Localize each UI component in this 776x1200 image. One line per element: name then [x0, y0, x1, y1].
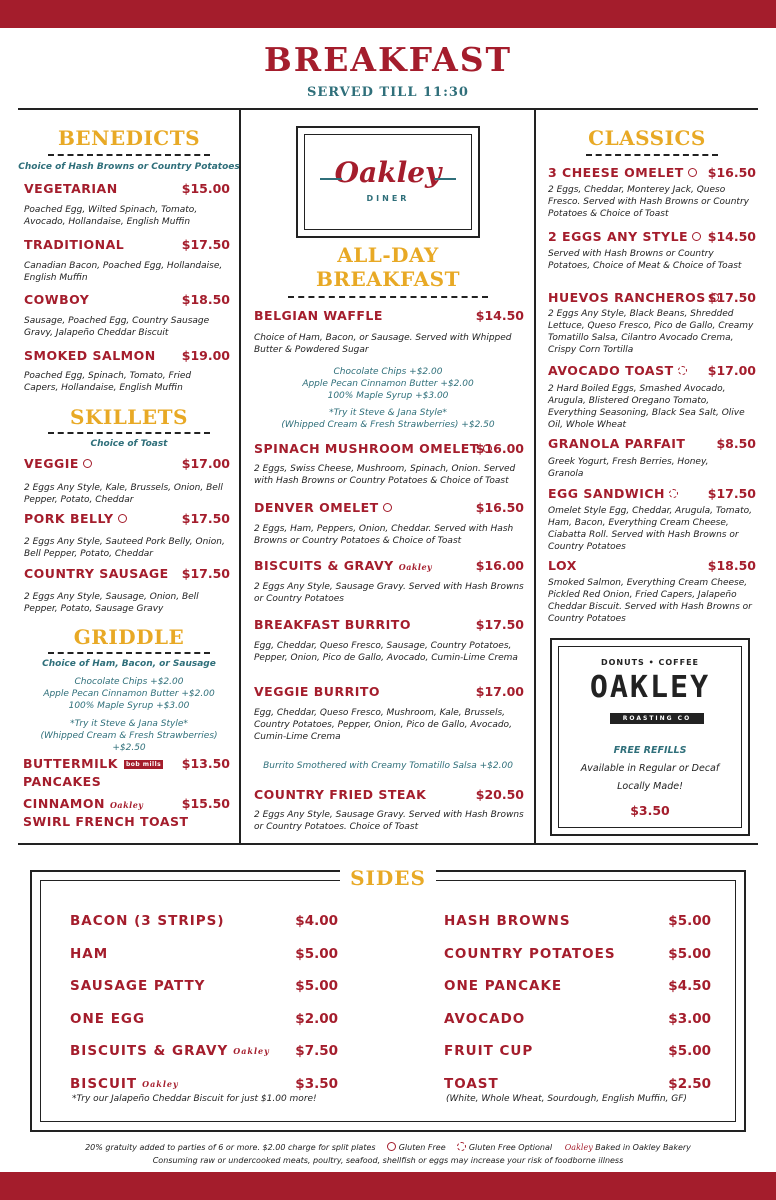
menu-item-desc: Poached Egg, Wilted Spinach, Tomato, Avocado, Hollandaise, English Muffin	[24, 205, 198, 227]
menu-item-desc: 2 Eggs Any Style, Sausage, Onion, Bell Pepper, Potato, Sausage Gravy	[24, 592, 199, 614]
diner-logo-sub: DINER	[366, 194, 410, 203]
allday-heading-1: ALL-DAY	[337, 243, 439, 267]
menu-item-price: $18.50	[181, 292, 230, 307]
menu-item-desc: 2 Eggs Any Style, Sausage Gravy. Served with Hash Browns or Country Potatoes	[254, 582, 524, 604]
bakery-icon: Oakley	[233, 1046, 270, 1056]
menu-item-price: $17.00	[475, 684, 524, 699]
side-item-price: $7.50	[295, 1043, 338, 1059]
side-item-name: ONE PANCAKE	[444, 978, 563, 994]
side-item-name: BACON (3 STRIPS)	[70, 913, 225, 929]
menu-item-desc: Omelet Style Egg, Cheddar, Arugula, Tomato, Ham, Bacon, Everything Cream Cheese, Ciabatta Roll. Served with Hash Browns or Country Potatoes	[548, 506, 752, 552]
menu-item-name: 2 EGGS ANY STYLE	[548, 229, 701, 244]
side-item-name: SAUSAGE PATTY	[70, 978, 206, 994]
menu-item-price: $14.50	[707, 229, 756, 244]
gluten-free-optional-icon	[669, 489, 678, 498]
menu-item-name: HUEVOS RANCHEROS	[548, 290, 719, 305]
menu-item-price: $17.50	[707, 486, 756, 501]
divider	[586, 154, 718, 156]
footer-line-1	[0, 1143, 776, 1152]
gluten-free-icon	[118, 514, 127, 523]
side-item-name: FRUIT CUP	[444, 1043, 534, 1059]
menu-item-price: $16.50	[475, 500, 524, 515]
menu-item-name: AVOCADO TOAST	[548, 363, 687, 378]
side-item-name: BISCUITS & GRAVY Oakley	[70, 1043, 270, 1059]
menu-item-name: COUNTRY SAUSAGE	[24, 566, 169, 581]
coffee-roasting-bar: ROASTING CO	[610, 713, 704, 724]
gluten-free-icon	[83, 459, 92, 468]
menu-item-name: COWBOY	[24, 292, 90, 307]
biscuit-note: *Try our Jalapeño Cheddar Biscuit for just $1.00 more!	[72, 1094, 317, 1104]
side-item-price: $3.00	[668, 1011, 711, 1027]
menu-item-desc: Choice of Ham, Bacon, or Sausage. Served with Whipped Butter & Powdered Sugar	[254, 333, 512, 355]
menu-item-desc: Served with Hash Browns or Country Potatoes, Choice of Meat & Choice of Toast	[548, 249, 742, 271]
menu-item-price: $15.50	[181, 796, 230, 811]
menu-item-name: SPINACH MUSHROOM OMELET	[254, 441, 492, 456]
menu-item-price: $17.50	[707, 290, 756, 305]
menu-item-desc: 2 Eggs, Swiss Cheese, Mushroom, Spinach, Onion. Served with Hash Browns or Country Potatoes & Choice of Toast	[254, 464, 516, 486]
menu-item-name: CINNAMON Oakley	[23, 796, 144, 811]
menu-item-desc: Canadian Bacon, Poached Egg, Hollandaise, English Muffin	[24, 261, 223, 283]
divider	[48, 154, 210, 156]
side-item-price: $5.00	[668, 913, 711, 929]
classics-heading: CLASSICS	[588, 126, 706, 150]
side-item-name: COUNTRY POTATOES	[444, 946, 616, 962]
menu-item-name: EGG SANDWICH	[548, 486, 678, 501]
menu-item-name: SMOKED SALMON	[24, 348, 156, 363]
addon-line: 100% Maple Syrup +$3.00	[68, 701, 190, 711]
coffee-tagline: DONUTS • COFFEE	[600, 658, 700, 667]
menu-item-price: $17.50	[181, 237, 230, 252]
diner-logo-frame	[296, 126, 480, 238]
benedicts-heading: BENEDICTS	[57, 126, 201, 150]
side-item-price: $5.00	[668, 1043, 711, 1059]
menu-item-price: $15.00	[181, 181, 230, 196]
side-item-name: HASH BROWNS	[444, 913, 571, 929]
coffee-frame	[550, 638, 750, 836]
menu-item-price: $8.50	[716, 436, 756, 451]
gluten-free-icon	[383, 503, 392, 512]
side-item-price: $5.00	[295, 946, 338, 962]
menu-item-price: $17.00	[707, 363, 756, 378]
menu-item-name: SWIRL FRENCH TOAST	[23, 814, 189, 829]
menu-item-desc: Egg, Cheddar, Queso Fresco, Sausage, Country Potatoes, Pepper, Onion, Pico de Gallo, Avocado, Cumin-Lime Crema	[254, 641, 518, 663]
bakery-icon: Oakley	[109, 799, 144, 810]
menu-item-desc: 2 Eggs Any Style, Kale, Brussels, Onion, Bell Pepper, Potato, Cheddar	[24, 483, 223, 505]
side-item-name: HAM	[70, 946, 109, 962]
gluten-free-optional-icon	[457, 1142, 466, 1151]
menu-item-price: $20.50	[475, 787, 524, 802]
menu-item-name: LOX	[548, 558, 577, 573]
addon-line: 100% Maple Syrup +$3.00	[327, 391, 449, 401]
menu-item-desc: Smoked Salmon, Everything Cream Cheese, Pickled Red Onion, Fried Capers, Jalapeño Cheddar Biscuit. Served with Hash Browns or Country Potatoes	[548, 578, 752, 624]
top-band	[0, 0, 776, 28]
coffee-price: $3.50	[630, 803, 670, 818]
page-title: BREAKFAST	[263, 40, 513, 79]
skillets-note: Choice of Toast	[90, 439, 168, 449]
menu-item-name: TRADITIONAL	[24, 237, 125, 252]
bakery-icon: Oakley	[142, 1079, 179, 1089]
menu-item-price: $17.50	[475, 617, 524, 632]
gluten-free-icon	[387, 1142, 396, 1151]
page-subtitle: SERVED TILL 11:30	[307, 85, 469, 100]
menu-item-desc: Greek Yogurt, Fresh Berries, Honey, Granola	[548, 457, 709, 479]
addon-line: Burrito Smothered with Creamy Tomatillo Salsa +$2.00	[263, 761, 513, 771]
side-item-name: AVOCADO	[444, 1011, 526, 1027]
bottom-band	[0, 1172, 776, 1200]
right-column	[536, 110, 758, 844]
left-column	[18, 110, 240, 844]
addon-line: Apple Pecan Cinnamon Butter +$2.00	[302, 379, 474, 389]
divider	[288, 296, 488, 298]
menu-item-name: PANCAKES	[23, 774, 102, 789]
griddle-heading: GRIDDLE	[73, 625, 185, 649]
menu-item-name: BELGIAN WAFFLE	[254, 308, 383, 323]
allday-heading-2: BREAKFAST	[315, 267, 461, 291]
menu-item-name: BUTTERMILK bob mills	[23, 756, 162, 771]
addon-line: Chocolate Chips +$2.00	[74, 677, 184, 687]
bakery-icon: Oakley	[398, 561, 433, 572]
logo-stripe	[320, 178, 342, 180]
griddle-note: Choice of Ham, Bacon, or Sausage	[42, 659, 216, 669]
menu-item-name: BREAKFAST BURRITO	[254, 617, 411, 632]
coffee-logo: OAKLEY	[589, 670, 711, 705]
bakery-icon: Oakley	[564, 1143, 593, 1152]
addon-line: Chocolate Chips +$2.00	[333, 367, 443, 377]
menu-item-desc: 2 Eggs, Cheddar, Monterey Jack, Queso Fresco. Served with Hash Browns or Country Potatoes & Choice of Toast	[548, 185, 749, 219]
menu-item-desc: 2 Eggs Any Style, Sauteed Pork Belly, Onion, Bell Pepper, Potato, Cheddar	[24, 537, 225, 559]
logo-stripe	[434, 178, 456, 180]
menu-item-price: $17.50	[181, 566, 230, 581]
side-item-name: TOAST	[444, 1076, 499, 1092]
side-item-price: $2.50	[668, 1076, 711, 1092]
addon-line: +$2.50	[112, 743, 146, 753]
menu-item-price: $16.00	[475, 441, 524, 456]
benedicts-note: Choice of Hash Browns or Country Potatoes	[18, 162, 240, 172]
side-item-name: ONE EGG	[70, 1011, 146, 1027]
menu-item-desc: 2 Eggs, Ham, Peppers, Onion, Cheddar. Served with Hash Browns or Country Potatoes & Choice of Toast	[254, 524, 514, 546]
menu-item-desc: 2 Hard Boiled Eggs, Smashed Avocado, Arugula, Blistered Oregano Tomato, Everything Seasoning, Black Sea Salt, Olive Oil, Whole Wheat	[548, 384, 745, 430]
skillets-heading: SKILLETS	[70, 405, 188, 429]
menu-item-price: $14.50	[475, 308, 524, 323]
menu-item-desc: 2 Eggs Any Style, Sausage Gravy. Served with Hash Browns or Country Potatoes. Choice of Toast	[254, 810, 524, 832]
menu-item-name: COUNTRY FRIED STEAK	[254, 787, 427, 802]
bob-mills-logo: bob mills	[125, 761, 162, 768]
free-refills: FREE REFILLS	[613, 745, 687, 756]
menu-item-name: VEGGIE BURRITO	[254, 684, 381, 699]
addon-line: (Whipped Cream & Fresh Strawberries) +$2.50	[281, 420, 495, 430]
menu-item-desc: 2 Eggs Any Style, Black Beans, Shredded Lettuce, Queso Fresco, Pico de Gallo, Creamy Tomatillo Salsa, Cilantro Avocado Crema, Crispy Corn Tortilla	[548, 309, 754, 355]
gluten-free-optional-icon	[678, 366, 687, 375]
menu-item-name: BISCUITS & GRAVY Oakley	[254, 558, 433, 573]
menu-item-name: VEGGIE	[24, 456, 92, 471]
gluten-free-icon	[688, 168, 697, 177]
side-item-price: $5.00	[668, 946, 711, 962]
menu-item-name: PORK BELLY	[24, 511, 127, 526]
divider	[48, 432, 210, 434]
bakery-legend: Baked in Oakley Bakery	[595, 1143, 691, 1152]
addon-line: *Try it Steve & Jana Style*	[329, 408, 447, 418]
gluten-free-icon	[692, 232, 701, 241]
addon-line: Apple Pecan Cinnamon Butter +$2.00	[43, 689, 215, 699]
coffee-line: Available in Regular or Decaf	[580, 763, 720, 774]
menu-item-desc: Sausage, Poached Egg, Country Sausage Gravy, Jalapeño Cheddar Biscuit	[24, 316, 210, 338]
menu-item-name: DENVER OMELET	[254, 500, 392, 515]
sides-heading: SIDES	[340, 866, 436, 892]
gluten-free-legend: Gluten Free	[398, 1143, 446, 1152]
sides-frame	[30, 870, 746, 1132]
side-item-price: $5.00	[295, 978, 338, 994]
divider	[48, 652, 210, 654]
menu-item-price: $16.00	[475, 558, 524, 573]
middle-column	[242, 110, 534, 844]
side-item-price: $4.00	[295, 913, 338, 929]
gratuity-note: 20% gratuity added to parties of 6 or more. $2.00 charge for split plates	[85, 1143, 376, 1152]
coffee-line: Locally Made!	[617, 781, 683, 792]
addon-line: (Whipped Cream & Fresh Strawberries)	[40, 731, 218, 741]
side-item-name: BISCUIT Oakley	[70, 1076, 179, 1092]
diner-logo: Oakley	[334, 156, 442, 189]
menu-item-price: $13.50	[181, 756, 230, 771]
menu-item-name: 3 CHEESE OMELET	[548, 165, 697, 180]
toast-note: (White, Whole Wheat, Sourdough, English Muffin, GF)	[446, 1094, 687, 1104]
addon-line: *Try it Steve & Jana Style*	[70, 719, 188, 729]
menu-item-name: GRANOLA PARFAIT	[548, 436, 686, 451]
side-item-price: $3.50	[295, 1076, 338, 1092]
menu-item-price: $18.50	[707, 558, 756, 573]
gluten-free-optional-legend: Gluten Free Optional	[468, 1143, 553, 1152]
side-item-price: $4.50	[668, 978, 711, 994]
menu-item-desc: Poached Egg, Spinach, Tomato, Fried Capers, Hollandaise, English Muffin	[24, 371, 192, 393]
menu-item-name: VEGETARIAN	[24, 181, 118, 196]
menu-item-price: $17.50	[181, 511, 230, 526]
footer-line-2: Consuming raw or undercooked meats, poultry, seafood, shellfish or eggs may increase your risk of foodborne illness	[152, 1156, 624, 1165]
side-item-price: $2.00	[295, 1011, 338, 1027]
menu-item-price: $17.00	[181, 456, 230, 471]
menu-item-price: $16.50	[707, 165, 756, 180]
menu-item-desc: Egg, Cheddar, Queso Fresco, Mushroom, Kale, Brussels, Country Potatoes, Pepper, Onion, Pico de Gallo, Avocado, Cumin-Lime Crema	[254, 708, 512, 742]
menu-item-price: $19.00	[181, 348, 230, 363]
